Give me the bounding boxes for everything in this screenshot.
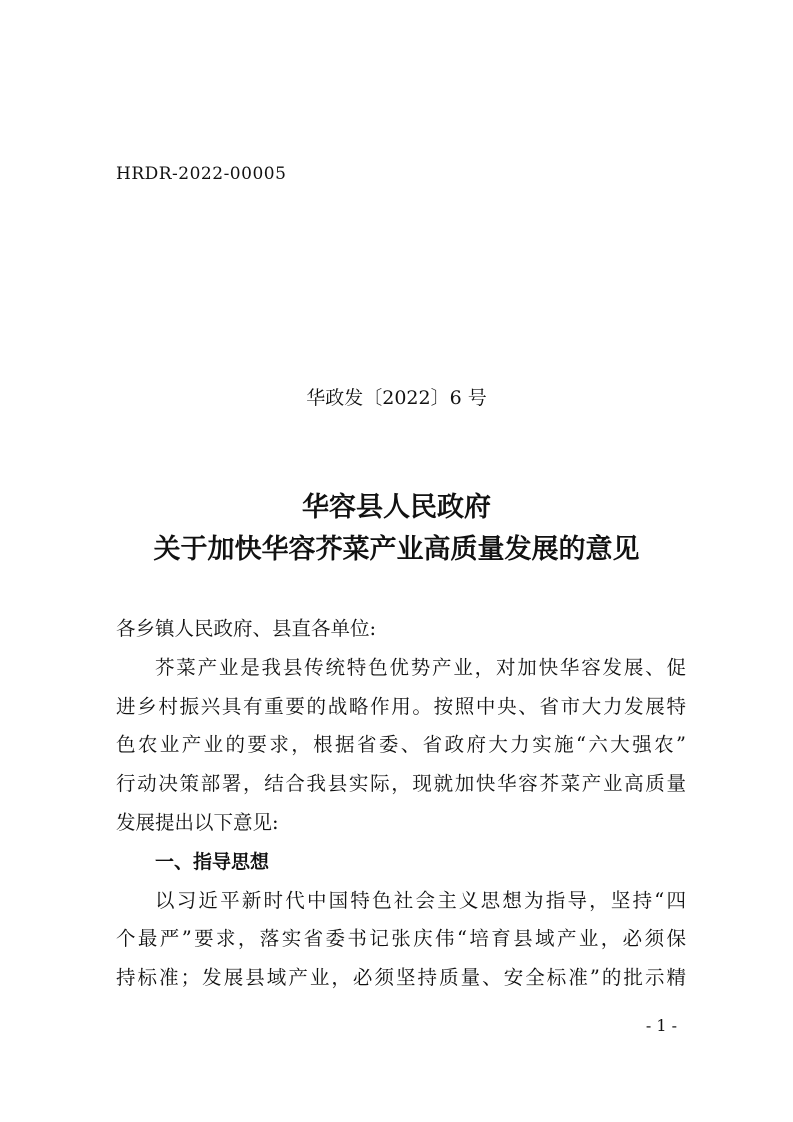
section-heading: 一、指导思想 [155, 850, 270, 873]
title-line-1: 华容县人民政府 [302, 492, 491, 523]
paragraph-line: 芥菜产业是我县传统特色优势产业，对加快华容发展、促 [155, 655, 686, 679]
paragraph-line: 进乡村振兴具有重要的战略作用。按照中央、省市大力发展特 [116, 694, 686, 718]
salutation: 各乡镇人民政府、县直各单位: [116, 617, 377, 640]
document-body [116, 610, 686, 998]
paragraph-line: 持标准；发展县域产业，必须坚持质量、安全标准”的批示精 [116, 966, 686, 990]
paragraph-line: 个最严”要求，落实省委书记张庆伟“培育县域产业，必须保 [116, 927, 686, 951]
paragraph-line: 色农业产业的要求，根据省委、省政府大力实施“六大强农” [116, 733, 686, 757]
paragraph-line: 以习近平新时代中国特色社会主义思想为指导，坚持“四 [155, 888, 686, 912]
paragraph-line: 发展提出以下意见: [116, 810, 279, 834]
document-number: 华政发〔2022〕6 号 [306, 387, 487, 409]
paragraph-line: 行动决策部署，结合我县实际，现就加快华容芥菜产业高质量 [116, 772, 686, 796]
page-number: - 1 - [645, 1016, 677, 1035]
document-code: HRDR-2022-00005 [116, 164, 287, 184]
title-line-2: 关于加快华容芥菜产业高质量发展的意见 [153, 534, 640, 565]
